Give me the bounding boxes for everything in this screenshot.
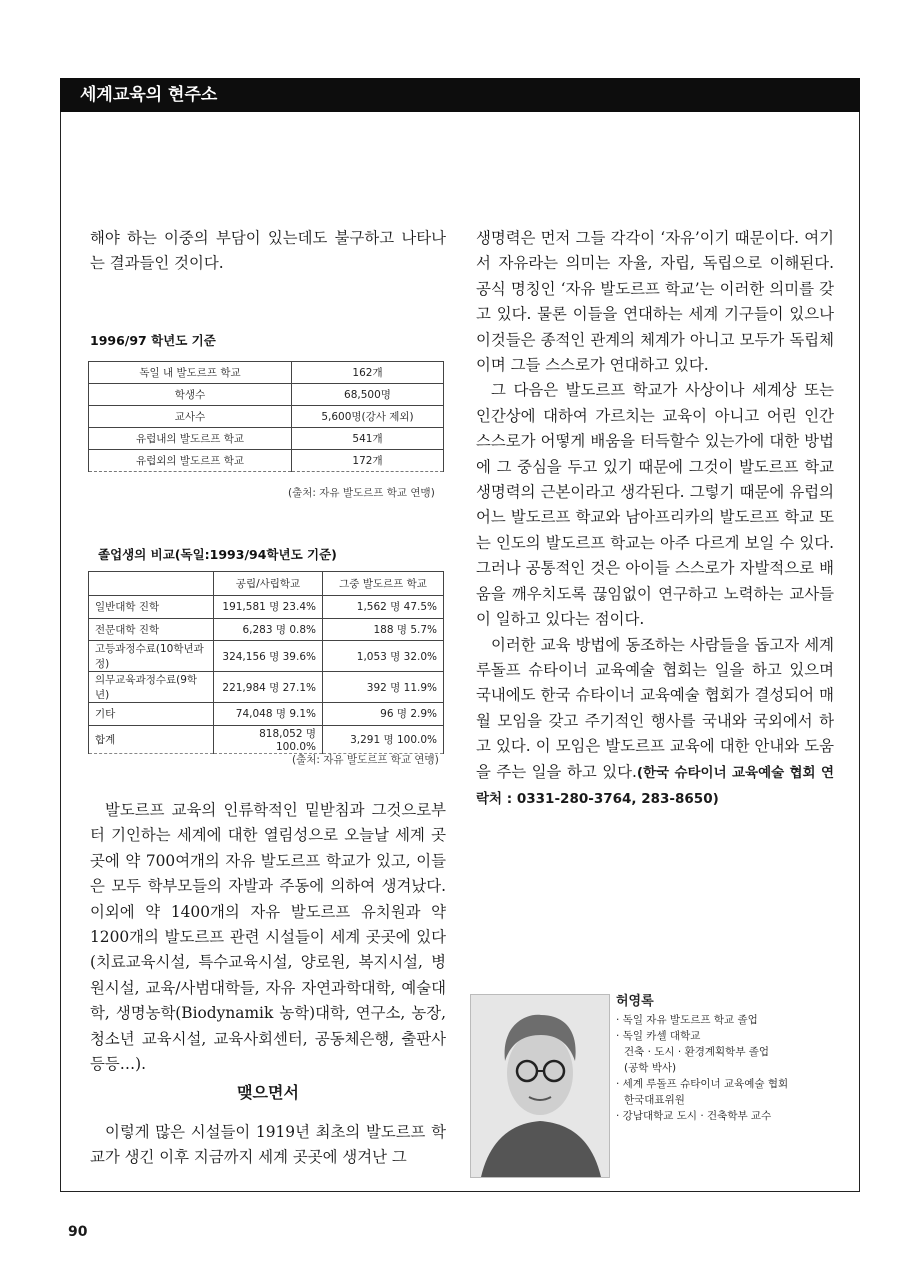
table-cell: 172개 (292, 450, 444, 472)
table-row (89, 450, 444, 472)
table-cell: 교사수 (89, 406, 292, 428)
table-cell: 1,053 명 32.0% (323, 641, 444, 672)
schools-stats-table (88, 361, 444, 472)
table-cell: 96 명 2.9% (323, 703, 444, 726)
table-cell: 191,581 명 23.4% (214, 596, 323, 619)
table-cell: 541개 (292, 428, 444, 450)
table-row (89, 703, 444, 726)
graduates-comparison-table (88, 571, 444, 754)
column-header (89, 572, 214, 596)
section-header (60, 78, 860, 112)
table-cell: 74,048 명 9.1% (214, 703, 323, 726)
left-column-top (90, 226, 446, 277)
paragraph: 생명력은 먼저 그들 각각이 ‘자유’이기 때문이다. 여기서 자유라는 의미는 자율, 자립, 독립으로 이해된다. 공식 명칭인 ‘자유 발도르프 학교’는 이러한 의미를 갖고 있다. 물론 이들을 연대하는 세계 기구들이 있으나 이것들은 종적인 관계의 체계가 아니고 모두가 독립체이며 그들 스스로가 연대하고 있다. (476, 229, 834, 375)
table-cell: 유럽내의 발도르프 학교 (89, 428, 292, 450)
author-portrait-icon (471, 995, 609, 1177)
right-column (476, 226, 834, 812)
table-cell: 221,984 명 27.1% (214, 672, 323, 703)
closing-text (90, 1120, 446, 1171)
table-row (89, 406, 444, 428)
paragraph: 발도르프 교육의 인류학적인 밑받침과 그것으로부터 기인하는 세계에 대한 열림성으로 오늘날 세계 곳곳에 약 700여개의 자유 발도르프 학교가 있고, 이들은 모두 학부모들의 자발과 주동에 의하여 생겨났다. 이외에 약 1400개의 자유 발도르프 유치원과 약 1200개의 발도르프 관련 시설들이 세계 곳곳에 있다(치료교육시설, 특수교육시설, 양로원, 복지시설, 병원시설, 교육/사범대학들, 자유 자연과학대학, 예술대학, 생명농학(Biodynamik 농학)대학, 연구소, 농장, 청소년 교육시설, 교육사회센터, 공동체은행, 출판사 등등…). (90, 801, 446, 1074)
table-row (89, 362, 444, 384)
page-number: 90 (68, 1224, 88, 1240)
paragraph: 그 다음은 발도르프 학교가 사상이나 세계상 또는 인간상에 대하여 가르치는 교육이 아니고 어린 인간 스스로가 어떻게 배움을 터득할수 있는가에 대한 방법에 그 중심을 두고 있기 때문에 그것이 발도르프 학교 생명력의 근본이라고 생각된다. 그렇기 때문에 유럽의 어느 발도르프 학교와 남아프리카의 발도르프 학교 또는 인도의 발도르프 학교는 아주 다르게 보일 수 있다. 그러나 공통적인 것은 아이들 스스로가 자발적으로 배움을 깨우치도록 끊임없이 연구하고 노력하는 교사들이 일하고 있다는 점이다. (476, 381, 834, 629)
left-column-bottom (90, 798, 446, 1077)
table2-source: (출처: 자유 발도르프 학교 연맹) (292, 754, 439, 766)
table-cell: 기타 (89, 703, 214, 726)
table-cell: 1,562 명 47.5% (323, 596, 444, 619)
table-row (89, 672, 444, 703)
paragraph: 이렇게 많은 시설들이 1919년 최초의 발도르프 학교가 생긴 이후 지금까지 세계 곳곳에 생겨난 그 (90, 1123, 446, 1167)
author-bio (616, 994, 850, 1124)
table-cell: 의무교육과정수료(9학년) (89, 672, 214, 703)
table-row (89, 384, 444, 406)
bio-line: · 독일 카셀 대학교 (616, 1030, 701, 1042)
paragraph-text: 이러한 교육 방법에 동조하는 사람들을 돕고자 세계 루돌프 슈타이너 교육예술 협회는 일을 하고 있으며 국내에도 한국 슈타이너 교육예술 협회가 결성되어 매월 모임을 갖고 주기적인 행사를 국내와 국외에서 하고 있다. 이 모임은 발도르프 교육에 대한 안내와 도움을 주는 일을 하고 있다. (476, 635, 834, 781)
closing-heading: 맺으면서 (237, 1083, 299, 1102)
table-row (89, 596, 444, 619)
bio-line: · 세계 루돌프 슈타이너 교육예술 협회 (616, 1078, 789, 1090)
table-cell: 818,052 명 100.0% (214, 725, 323, 753)
table-cell: 6,283 명 0.8% (214, 618, 323, 641)
table-cell: 합계 (89, 725, 214, 753)
bio-line: 건축 · 도시 · 환경계획학부 졸업 (624, 1046, 770, 1058)
table-row (89, 618, 444, 641)
table-cell: 유럽외의 발도르프 학교 (89, 450, 292, 472)
table-cell: 162개 (292, 362, 444, 384)
table-row (89, 725, 444, 753)
author-photo (470, 994, 610, 1178)
table1-source: (출처: 자유 발도르프 학교 연맹) (288, 487, 435, 499)
table-cell: 5,600명(강사 제외) (292, 406, 444, 428)
section-title: 세계교육의 현주소 (80, 85, 218, 105)
bio-line: · 독일 자유 발도르프 학교 졸업 (616, 1014, 758, 1026)
table-row (89, 428, 444, 450)
table-row (89, 641, 444, 672)
table-cell: 독일 내 발도르프 학교 (89, 362, 292, 384)
contact-info: (한국 슈타이너 교육예술 협회 연락처 : 0331-280-3764, 283-8650) (476, 764, 834, 807)
table-cell: 188 명 5.7% (323, 618, 444, 641)
table2-caption: 졸업생의 비교(독일:1993/94학년도 기준) (98, 547, 337, 562)
paragraph (476, 633, 834, 813)
table-cell: 324,156 명 39.6% (214, 641, 323, 672)
table-header-row (89, 572, 444, 596)
column-header: 공립/사립학교 (214, 572, 323, 596)
table1-caption: 1996/97 학년도 기준 (90, 333, 216, 348)
table-cell: 전문대학 진학 (89, 618, 214, 641)
author-name: 허영록 (616, 994, 654, 1009)
table-cell: 학생수 (89, 384, 292, 406)
bio-line: (공학 박사) (624, 1062, 677, 1074)
table-cell: 고등과정수료(10학년과정) (89, 641, 214, 672)
table-cell: 3,291 명 100.0% (323, 725, 444, 753)
table-cell: 392 명 11.9% (323, 672, 444, 703)
bio-line: 한국대표위원 (624, 1094, 685, 1106)
column-header: 그중 발도르프 학교 (323, 572, 444, 596)
paragraph: 해야 하는 이중의 부담이 있는데도 불구하고 나타나는 결과들인 것이다. (90, 229, 446, 273)
bio-line: · 강남대학교 도시 · 건축학부 교수 (616, 1110, 772, 1122)
table-cell: 일반대학 진학 (89, 596, 214, 619)
table-cell: 68,500명 (292, 384, 444, 406)
